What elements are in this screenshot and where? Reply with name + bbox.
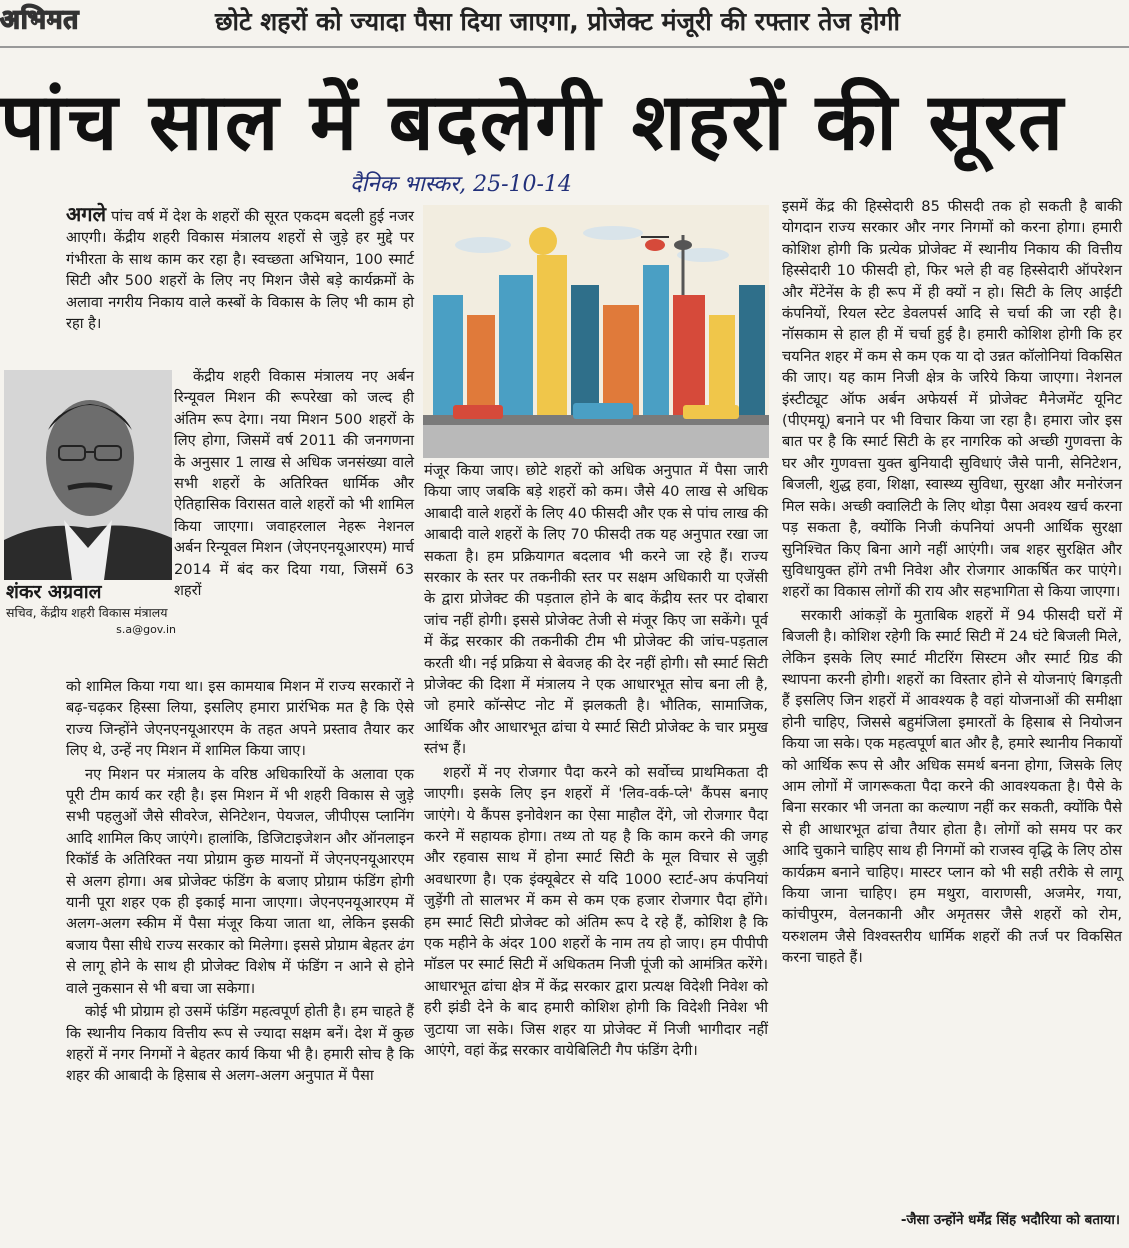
column-1-top (66, 204, 414, 336)
author-photo (4, 370, 172, 580)
column-3 (782, 196, 1122, 971)
lead-word: अगले (66, 202, 107, 226)
byline (6, 578, 176, 636)
col1-para2: केंद्रीय शहरी विकास मंत्रालय नए अर्बन रिन्यूवल मिशन की रूपरेखा को जल्द ही अंतिम रूप देगा। नया मिशन 500 शहरों के लिए होगा, जिसमें वर्ष 2011 की जनगणना के अनुसार 1 लाख से अधिक जनसंख्या वाले सभी शहरों के अतिरिक्त धार्मिक और ऐतिहासिक विरासत वाले शहरों को भी शामिल किया जाएगा। जवाहरलाल नेहरू नेशनल अर्बन रिन्यूवल मिशन (जेएनएनयूआरएम) मार्च 2014 में बंद कर दिया गया, जिसमें 63 शहरों (174, 368, 414, 600)
col2-para2: शहरों में नए रोजगार पैदा करने को सर्वोच्च प्राथमिकता दी जाएगी। इसके लिए इन शहरों में 'लिव-वर्क-प्ले' कैंपस बनाए जाएंगे। ये कैंपस इनोवेशन का ऐसा माहौल देंगे, जो रोजगार पैदा करने में सहायक होगा। तथ्य तो यह है कि काम करने की जगह और रहवास साथ में होना स्मार्ट सिटी के मूल विचार से जुड़ी अवधारणा है। एक इंक्यूबेटर से यदि 1000 स्टार्ट-अप कंपनियां जुड़ेंगी तो सालभर में कम से कम एक हजार रोजगार पैदा होंगे। हम स्मार्ट सिटी प्रोजेक्ट को अंतिम रूप दे रहे हैं, कोशिश है कि एक महीने के अंदर 100 शहरों के नाम तय हो जाए। हम पीपीपी मॉडल पर स्मार्ट सिटी में अधिकतम निजी पूंजी को आमंत्रित करेंगे। आधारभूत ढांचा क्षेत्र में केंद्र सरकार द्वारा प्रत्यक्ष विदेशी निवेश को हरी झंडी देने के बाद हमारी कोशिश होगी कि विदेशी निवेश भी जुटाया जा सके। जिस शहर या प्रोजेक्ट में निजी भागीदार नहीं आएंगे, वहां केंद्र सरकार वायेबिलिटी गैप फंडिंग देगी। (424, 763, 768, 1059)
kicker-label: अभिमत (0, 5, 80, 35)
section-kicker (0, 0, 140, 42)
col3-para2: सरकारी आंकड़ों के मुताबिक शहरों में 94 फीसदी घरों में बिजली है। कोशिश रहेगी कि स्मार्ट सिटी में 24 घंटे बिजली मिले, लेकिन इसके लिए स्मार्ट मीटरिंग सिस्टम और स्मार्ट ग्रिड की स्थापना करनी होगी। शहरों का विस्तार होने से योजनाएं बिगड़ती हैं इसलिए जिन शहरों में आवश्यक है वहां योजनाओं की समीक्षा होनी चाहिए, जिससे बहुमंजिला इमारतों के हिसाब से नियोजन किया जा सके। एक महत्वपूर्ण बात और है, हमारे स्थानीय निकायों को आर्थिक रूप से और अधिक समर्थ बनना होगा, जिसके लिए आम लोगों में जागरूकता पैदा करने की आवश्यकता है। पैसे के बिना सरकार भी जनता का कल्याण नहीं कर सकती, क्योंकि पैसे से ही आधारभूत ढांचा तैयार होता है। लोगों को समय पर कर आदि चुकाने चाहिए साथ ही निगमों को राजस्व वृद्धि के लिए ठोस कार्यक्रम बनाने चाहिए। मास्टर प्लान को भी सही तरीके से लागू किया जाना चाहिए। हम मथुरा, वाराणसी, अजमेर, गया, कांचीपुरम, वेलनकानी और अमृतसर जैसे शहरों को रोम, यरुशलम जैसे विश्वस्तरीय धार्मिक शहरों की तर्ज पर विकसित करना चाहते हैं। (782, 606, 1122, 967)
city-skyline-graphic (423, 205, 769, 458)
handwritten-date-note: दैनिक भास्कर, 25-10-14 (350, 172, 572, 197)
column-2 (424, 460, 768, 1063)
header-rule (0, 46, 1129, 48)
col1-para3: को शामिल किया गया था। इस कामयाब मिशन में राज्य सरकारों ने बढ़-चढ़कर हिस्सा लिया, इसलिए हमारा प्रारंभिक मत है कि ऐसे राज्य जिन्होंने जेएनएनयूआरएम के तहत अपने प्रस्ताव तैयार कर लिए थे, उन्हें नए मिशन में शामिल किया जाए। (66, 678, 414, 760)
col1-para4: नए मिशन पर मंत्रालय के वरिष्ठ अधिकारियों के अलावा एक पूरी टीम कार्य कर रही है। इस मिशन में भी शहरी विकास से जुड़े सभी पहलुओं जैसे सीवरेज, सेनिटेशन, पेयजल, जीपीएस प्लानिंग आदि शामिल किए जाएंगे। हालांकि, डिजिटाइजेशन और ऑनलाइन रिकॉर्ड के अतिरिक्त नया प्रोग्राम कुछ मायनों में जेएनएनयूआरएम से अलग होगा। अब प्रोजेक्ट फंडिंग के बजाए प्रोग्राम फंडिंग होगी यानी पूरा शहर एक ही इकाई माना जाएगा। जेएनएनयूआरएम में अलग-अलग स्कीम में पैसा मंजूर किया जाता था, लेकिन इसकी बजाय पैसा सीधे राज्य सरकार को मिलेगा। इससे प्रोग्राम बेहतर ढंग से लागू होने के साथ ही प्रोजेक्ट विशेष में फंडिंग न आने से होने वाले नुकसान से भी बचा जा सकेगा। (66, 765, 414, 997)
col1-para5: कोई भी प्रोग्राम हो उसमें फंडिंग महत्वपूर्ण होती है। हम चाहते हैं कि स्थानीय निकाय वित्तीय रूप से ज्यादा सक्षम बनें। देश में कुछ शहरों में नगर निगमों ने बेहतर कार्य किया भी है। हमारी सोच है कि शहर की आबादी के हिसाब से अलग-अलग अनुपात में पैसा (66, 1003, 414, 1085)
subheadline: छोटे शहरों को ज्यादा पैसा दिया जाएगा, प्रोजेक्ट मंजूरी की रफ्तार तेज होगी (215, 7, 901, 36)
col3-para1: इसमें केंद्र की हिस्सेदारी 85 फीसदी तक हो सकती है बाकी योगदान राज्य सरकार और नगर निगमों को करना होगा। हमारी कोशिश होगी कि प्रत्येक प्रोजेक्ट में स्थानीय निकाय की वित्तीय हिस्सेदारी 10 फीसदी हो, फिर भले ही वह हिस्सेदारी ऑपरेशन और मेंटेनेंस के ही रूप में ही क्यों न हो। सिटी के लिए आईटी कंपनियों, रियल स्टेट डेवलपर्स आदि से चर्चा की जा रही है। नॉसकाम से हाल ही में चर्चा हुई है। हमारी कोशिश होगी कि हर चयनित शहर में कम से कम एक या दो उन्नत कॉलोनियां विकसित की जाए। यह काम निजी क्षेत्र के जरिये किया जाएगा। नेशनल इंस्टीट्यूट ऑफ अर्बन अफेयर्स में प्रोजेक्ट मैनेजमेंट यूनिट (पीएमयू) बनाने पर भी विचार किया जा रहा है। हमारा जोर इस बात पर है कि स्मार्ट सिटी के हर नागरिक को अच्छी गुणवत्ता के घर और गुणवत्ता युक्त बुनियादी सुविधाएं जैसे पानी, सेनिटेशन, बिजली, शुद्ध हवा, शिक्षा, स्वास्थ्य सुविधा, सुरक्षा और मनोरंजन मिल सके। अच्छी क्वालिटी के लिए थोड़ा पैसा अवश्य खर्च करना पड़ सकता है, क्योंकि निजी कंपनियां अपनी आर्थिक सुरक्षा सुनिश्चित किए बिना आगे नहीं आएंगी। जब शहर सुरक्षित और सुविधायुक्त होंगे तभी निवेश और रोजगार आकर्षित कर पाएंगे। शहरों का विकास लोगों की राय और सहभागिता से किया जाएगा। (782, 198, 1122, 601)
author-name: शंकर अग्रवाल (6, 581, 102, 603)
author-email: s.a@gov.in (116, 623, 176, 636)
smart-city-illustration (423, 205, 769, 458)
signoff: -जैसा उन्होंने धर्मेंद्र सिंह भदौरिया को बताया। (900, 1212, 1120, 1228)
portrait-illustration (4, 370, 172, 580)
column-1-bottom (66, 676, 414, 1089)
col1-para1: अगले पांच वर्ष में देश के शहरों की सूरत एकदम बदली हुई नजर आएगी। केंद्रीय शहरी विकास मंत्रालय शहरों से जुड़े हर मुद्दे पर गंभीरता के साथ काम कर रहा है। स्वच्छता अभियान, 100 स्मार्ट सिटी और 500 शहरों के लिए नए मिशन जैसे बड़े कार्यक्रमों के अलावा नगरीय निकाय वाले कस्बों के विकास के लिए भी काम हो रहा है। (66, 202, 414, 333)
author-title: सचिव, केंद्रीय शहरी विकास मंत्रालय (6, 605, 168, 620)
col2-para1: मंजूर किया जाए। छोटे शहरों को अधिक अनुपात में पैसा जारी किया जाए जबकि बड़े शहरों को कम। जैसे 40 लाख से अधिक आबादी वाले शहरों के लिए 40 फीसदी और एक से पांच लाख की आबादी वाले शहरों के लिए 70 फीसदी तक यह अनुपात रखा जा सकता है। हम प्रक्रियागत बदलाव भी करने जा रहे हैं। राज्य सरकार के स्तर पर तकनीकी स्तर पर सक्षम अधिकारी या एजेंसी के द्वारा प्रोजेक्ट की पड़ताल होने के बाद केंद्रीय स्तर पर दोबारा जांच नहीं होगी। इससे प्रोजेक्ट तेजी से मंजूर किए जा सकेंगे। पूर्व में केंद्र सरकार की तकनीकी टीम भी प्रोजेक्ट की जांच-पड़ताल करती थी। नई प्रक्रिया से बेवजह की देर नहीं होगी। सौ स्मार्ट सिटी प्रोजेक्ट की दिशा में मंत्रालय ने एक आधारभूत सोच बना ली है, जो हमारे कॉन्सेप्ट नोट में झलकती है। भौतिक, सामाजिक, आर्थिक और आधारभूत ढांचा ये स्मार्ट सिटी प्रोजेक्ट के चार प्रमुख स्तंभ हैं। (424, 462, 768, 758)
column-1-beside-photo (174, 366, 414, 603)
headline: पांच साल में बदलेगी शहरों की सूरत (0, 76, 1066, 168)
